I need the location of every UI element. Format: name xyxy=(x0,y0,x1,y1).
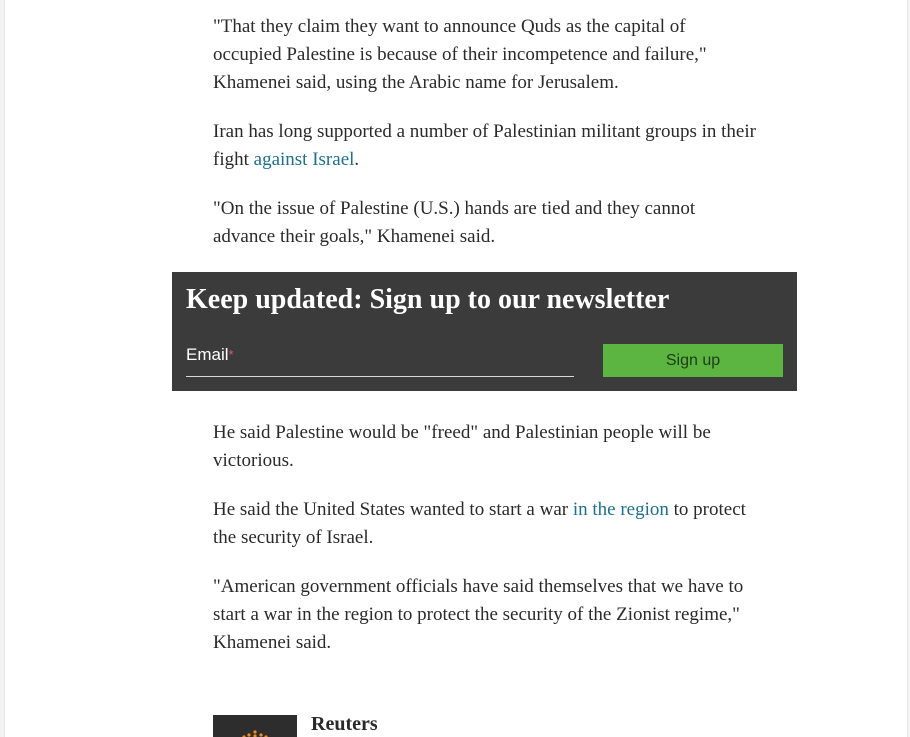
paragraph-text: "American government officials have said themselves that we have to start a war in the region to protect the security of the Zionist regime," Khamenei said. xyxy=(213,576,744,653)
in-the-region-link[interactable]: in the region xyxy=(572,499,669,520)
newsletter-title: Keep updated: Sign up to our newsletter xyxy=(186,284,670,315)
paragraph-text: He said the United States wanted to start a war xyxy=(213,499,573,520)
article-paragraph xyxy=(213,118,758,174)
paragraph-text: to protect the security of Israel. xyxy=(213,499,746,548)
email-field-wrapper xyxy=(186,344,574,377)
reuters-logo-graphic xyxy=(213,715,297,737)
paragraph-text: "On the issue of Palestine (U.S.) hands are tied and they cannot advance their goals," Khamenei said. xyxy=(213,198,696,247)
against-israel-link[interactable]: against Israel xyxy=(253,149,355,170)
reuters-logo-icon xyxy=(213,715,297,737)
sign-up-button[interactable]: Sign up xyxy=(603,344,783,377)
article-paragraph xyxy=(213,496,758,552)
article-paragraph xyxy=(213,419,758,475)
paragraph-text: Iran has long supported a number of Palestinian militant groups in their fight xyxy=(213,121,756,170)
paragraph-text: He said Palestine would be "freed" and Palestinian people will be victorious. xyxy=(213,422,711,471)
newsletter-signup-box xyxy=(172,272,797,391)
author-name-link[interactable]: Reuters xyxy=(311,713,378,735)
email-input[interactable] xyxy=(186,344,578,376)
article-paragraph xyxy=(213,195,758,251)
article-paragraph xyxy=(213,573,758,657)
article-paragraph xyxy=(213,13,758,97)
article-page xyxy=(4,0,908,737)
paragraph-text: . xyxy=(354,149,360,170)
email-label-text: Email xyxy=(186,345,229,364)
required-marker: * xyxy=(228,347,234,362)
paragraph-text: "That they claim they want to announce Quds as the capital of occupied Palestine is because of their incompetence and failure," Khamenei said, using the Arabic name for Jerusalem. xyxy=(213,16,707,93)
